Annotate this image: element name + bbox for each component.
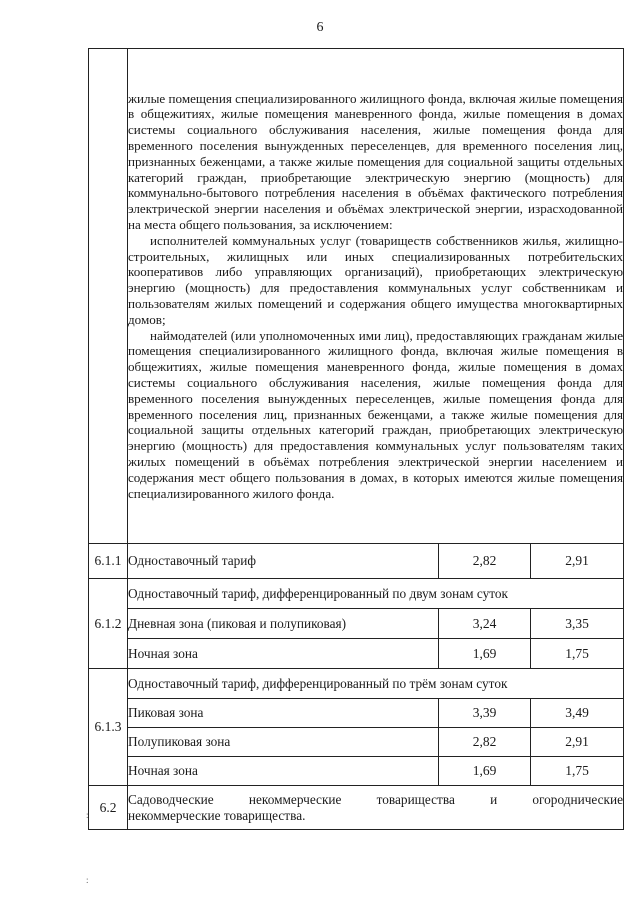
page-number: 6 <box>316 20 324 35</box>
row-number: 6.1.1 <box>89 544 128 579</box>
margin-mark: : <box>86 810 89 820</box>
table-row <box>89 579 624 609</box>
tariff-value-2: 1,75 <box>531 757 624 786</box>
table-row <box>89 786 624 830</box>
tariff-value-1: 2,82 <box>439 728 531 757</box>
consumer-description <box>128 49 624 544</box>
table-row <box>89 609 624 639</box>
description-paragraph: исполнителей коммунальных услуг (товариществ собственников жилья, жилищно-строительных, жилищных или иных специализированных потребительских кооперативов либо управляющих организаций), приобретающих электрическую энергию (мощность) для предоставления коммунальных услуг собственникам и пользователям жилых помещений и содержания общего имущества многоквартирных домов; <box>128 232 624 327</box>
table-row <box>89 639 624 669</box>
zone-name: Ночная зона <box>128 757 439 786</box>
margin-mark: : <box>86 875 89 885</box>
tariff-value-1: 1,69 <box>439 639 531 669</box>
tariff-value-1: 3,39 <box>439 699 531 728</box>
table-row <box>89 699 624 728</box>
zone-name: Дневная зона (пиковая и полупиковая) <box>128 609 439 639</box>
intro-row <box>89 49 624 544</box>
garden-text-line: Садоводческие некоммерческие товарищества и огороднические <box>128 791 624 807</box>
garden-partnerships-cell <box>128 786 624 830</box>
description-paragraph: наймодателей (или уполномоченных ими лиц), предоставляющих гражданам жилые помещения специализированного жилищного фонда, включая жилые помещения в общежитиях, жилые помещения маневренного фонда, жилые помещения в домах системы социального обслуживания населения, жилые помещения фонда для временного поселения вынужденных переселенцев, жилые помещения фонда для временного поселения лиц, признанных беженцами, а также жилые помещения для социальной защиты отдельных категорий граждан, приобретающих электрическую энергию (мощность) для предоставления коммунальных услуг пользователям таких жилых помещений в объёмах потребления электрической энергии населением и содержания мест общего пользования в домах, в которых имеются жилые помещения специализированного жилого фонда. <box>128 327 624 501</box>
table-row <box>89 669 624 699</box>
intro-number-cell <box>89 49 128 544</box>
description-paragraph: жилые помещения специализированного жилищного фонда, включая жилые помещения в общежитиях, жилые помещения маневренного фонда, жилые помещения в домах системы социального обслуживания населения, жилые помещения фонда для временного поселения вынужденных переселенцев, для временного поселения лиц, признанных беженцами, а также жилые помещения для социальной защиты отдельных категорий граждан, приобретающие электрическую энергию (мощность) для коммунально-бытового потребления населения в объёмах фактического потребления электрической энергии населения и объёмах электрической энергии, израсходованной на места общего пользования, за исключением: <box>128 90 624 233</box>
tariff-value-2: 2,91 <box>531 728 624 757</box>
tariff-value-2: 3,35 <box>531 609 624 639</box>
garden-text-line: некоммерческие товарищества. <box>128 807 306 823</box>
zone-name: Полупиковая зона <box>128 728 439 757</box>
table-row <box>89 728 624 757</box>
table-row <box>89 757 624 786</box>
tariff-value-2: 2,91 <box>531 544 624 579</box>
tariff-value-1: 1,69 <box>439 757 531 786</box>
tariff-value-1: 3,24 <box>439 609 531 639</box>
zone-name: Ночная зона <box>128 639 439 669</box>
row-number: 6.1.2 <box>89 579 128 669</box>
tariff-table <box>88 48 624 830</box>
tariff-value-2: 3,49 <box>531 699 624 728</box>
tariff-value-2: 1,75 <box>531 639 624 669</box>
tariff-group-title: Одноставочный тариф, дифференцированный по трём зонам суток <box>128 669 624 699</box>
zone-name: Пиковая зона <box>128 699 439 728</box>
tariff-group-title: Одноставочный тариф, дифференцированный по двум зонам суток <box>128 579 624 609</box>
tariff-name: Одноставочный тариф <box>128 544 439 579</box>
row-number: 6.2 <box>89 786 128 830</box>
tariff-value-1: 2,82 <box>439 544 531 579</box>
row-number: 6.1.3 <box>89 669 128 786</box>
table-row <box>89 544 624 579</box>
